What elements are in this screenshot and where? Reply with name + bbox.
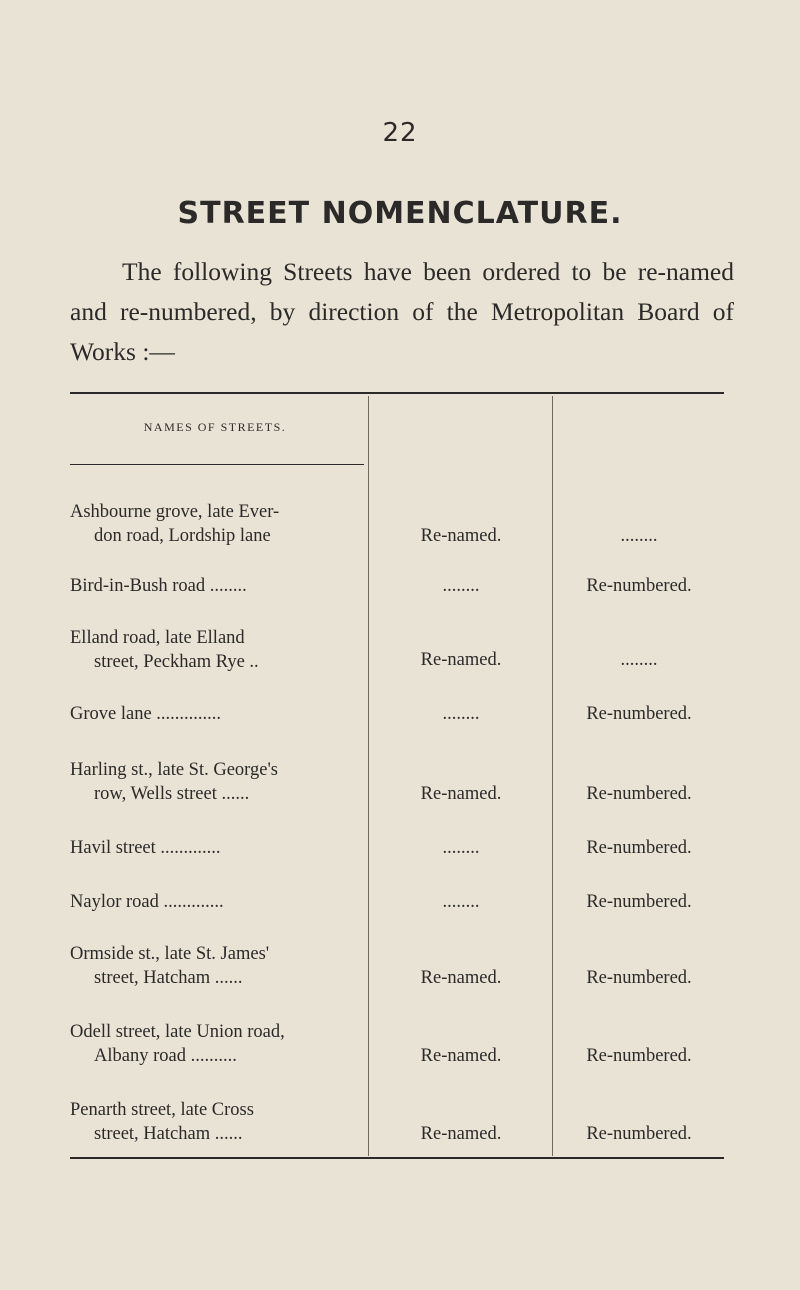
- street-line-1: Grove lane ..............: [70, 704, 222, 724]
- street-line-1: Odell street, late Union road,: [70, 1022, 285, 1042]
- street-line-2: row, Wells street ......: [94, 784, 250, 804]
- street-name: [70, 890, 352, 914]
- street-line-1: Havil street .............: [70, 838, 221, 858]
- page-title: STREET NOMENCLATURE.: [177, 196, 623, 231]
- street-name: [70, 836, 352, 860]
- street-name: [70, 626, 352, 674]
- table-top-rule: [70, 392, 724, 394]
- street-line-2: Albany road ..........: [94, 1046, 237, 1066]
- street-line-1: Elland road, late Elland: [70, 628, 245, 648]
- renamed-cell: ........: [442, 838, 480, 858]
- street-name: [70, 1020, 352, 1068]
- street-name: [70, 1098, 352, 1146]
- renumbered-cell: Re-numbered.: [586, 784, 692, 804]
- renamed-cell: Re-named.: [420, 968, 502, 988]
- intro-paragraph: The following Streets have been ordered to be re-named and re-numbered, by direction of the Metropolitan Board of Works :—: [70, 257, 734, 366]
- street-line-1: Ormside st., late St. James': [70, 944, 270, 964]
- street-line-2: don road, Lordship lane: [94, 526, 271, 546]
- renumbered-cell: Re-numbered.: [586, 892, 692, 912]
- renamed-cell: Re-named.: [420, 650, 502, 670]
- street-line-1: Naylor road .............: [70, 892, 224, 912]
- renumbered-cell: Re-numbered.: [586, 1046, 692, 1066]
- street-line-2: street, Hatcham ......: [94, 968, 243, 988]
- street-name: [70, 942, 352, 990]
- column-divider-2: [552, 396, 553, 1156]
- street-name: [70, 574, 352, 598]
- column-header-names: NAMES OF STREETS.: [143, 420, 287, 434]
- street-line-1: Penarth street, late Cross: [70, 1100, 254, 1120]
- street-name: [70, 702, 352, 726]
- street-line-2: street, Hatcham ......: [94, 1124, 243, 1144]
- renumbered-cell: Re-numbered.: [586, 1124, 692, 1144]
- renumbered-cell: ........: [620, 650, 658, 670]
- renumbered-cell: Re-numbered.: [586, 576, 692, 596]
- street-line-1: Ashbourne grove, late Ever-: [70, 502, 280, 522]
- renamed-cell: ........: [442, 704, 480, 724]
- renamed-cell: Re-named.: [420, 1124, 502, 1144]
- renamed-cell: Re-named.: [420, 784, 502, 804]
- renumbered-cell: Re-numbered.: [586, 704, 692, 724]
- street-name: [70, 758, 352, 806]
- renamed-cell: Re-named.: [420, 526, 502, 546]
- renamed-cell: ........: [442, 892, 480, 912]
- column-divider-1: [368, 396, 369, 1156]
- renamed-cell: Re-named.: [420, 1046, 502, 1066]
- table-bottom-rule: [70, 1157, 724, 1159]
- street-line-1: Bird-in-Bush road ........: [70, 576, 247, 596]
- header-underline: [70, 464, 364, 465]
- street-name: [70, 500, 352, 548]
- renumbered-cell: ........: [620, 526, 658, 546]
- renumbered-cell: Re-numbered.: [586, 838, 692, 858]
- street-line-2: street, Peckham Rye ..: [94, 652, 259, 672]
- renumbered-cell: Re-numbered.: [586, 968, 692, 988]
- page-number: 22: [382, 118, 418, 148]
- street-line-1: Harling st., late St. George's: [70, 760, 278, 780]
- renamed-cell: ........: [442, 576, 480, 596]
